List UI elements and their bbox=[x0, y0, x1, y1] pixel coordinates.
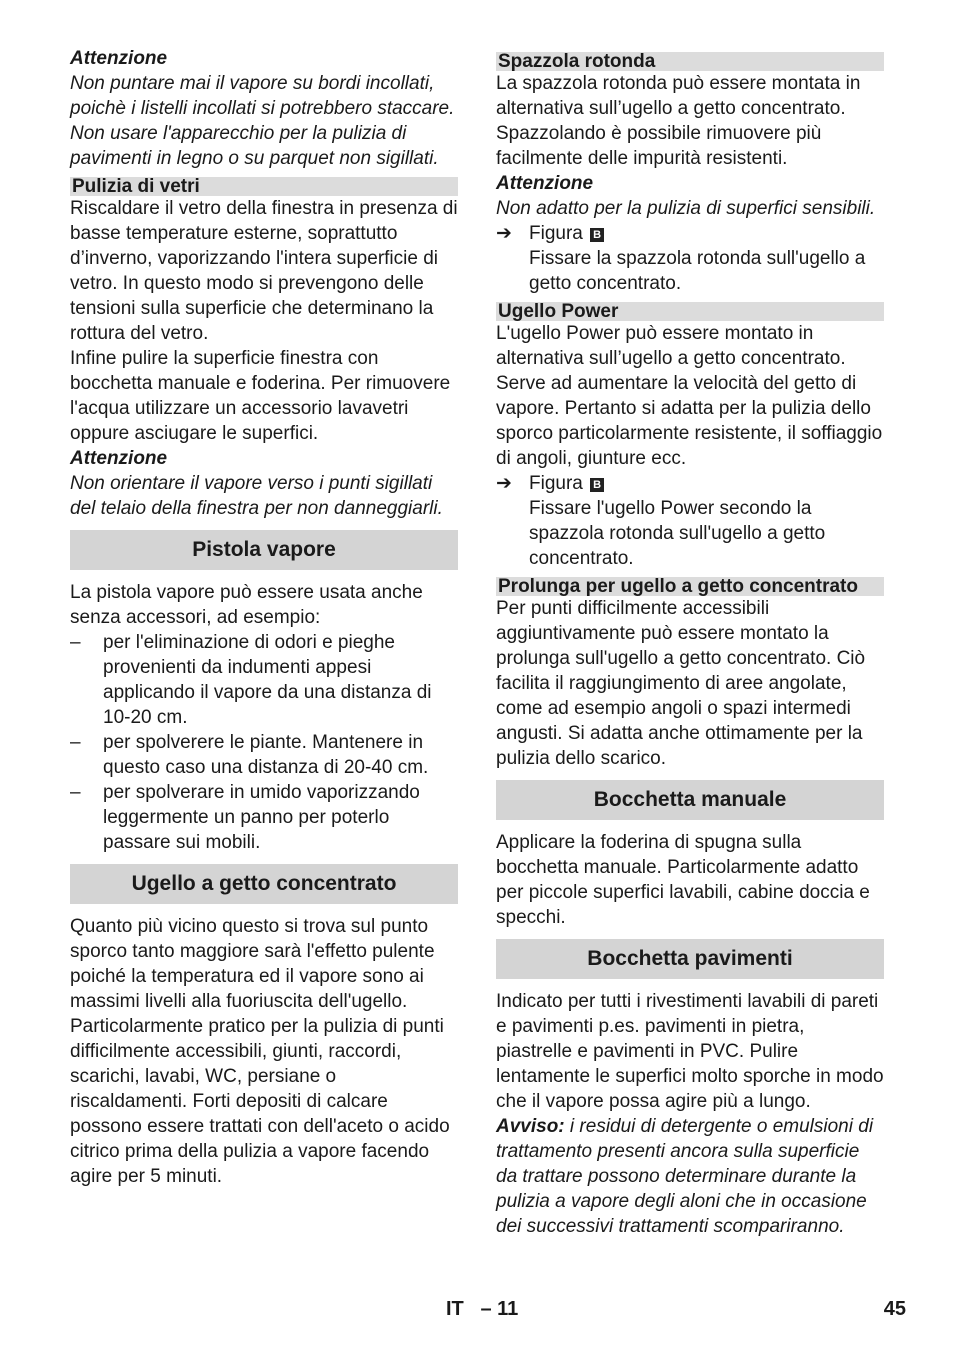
section-heading-steam-gun: Pistola vapore bbox=[70, 530, 458, 570]
paragraph: Per punti difficilmente accessibili aggiuntivamente può essere montato la prolunga sull'ugello a getto concentrato. Ciò facilita il raggiungimento di aree angolate, come ad esempio angoli o spazi intermedi angusti. Si adatta anche ottimamente per la pulizia dello scarico. bbox=[496, 598, 866, 769]
paragraph: Riscaldare il vetro della finestra in presenza di basse temperature esterne, soprattutto d’inverno, vaporizzando l'intera superficie di vetro. In questo modo si prevengono delle tensioni sulla superficie che determinano la rottura del vetro. bbox=[70, 198, 458, 344]
paragraph: Infine pulire la superficie finestra con bocchetta manuale e foderina. Per rimuovere l'acqua utilizzare un accessorio lavavetri oppure asciugare le superfici. bbox=[70, 348, 451, 444]
notice-label: Avviso: bbox=[496, 1116, 565, 1137]
subheading-brush: Spazzola rotonda bbox=[496, 52, 884, 71]
list-item: – per spolverere le piante. Mantenere in questo caso una distanza di 20-40 cm. bbox=[70, 730, 458, 780]
paragraph: Applicare la foderina di spugna sulla bocchetta manuale. Particolarmente adatto per piccole superfici lavabili, cabine doccia e specchi. bbox=[496, 832, 870, 928]
attention-label: Attenzione bbox=[70, 48, 168, 69]
paragraph: Quanto più vicino questo si trova sul punto sporco tanto maggiore sarà l'effetto pulente poiché la temperatura ed il vapore sono ai massimi livelli alla fuoriuscita dell'ugello. Particolarmente pratico per la pulizia di punti difficilmente accessibili, giunti, raccordi, scarichi, lavabi, WC, persiane o riscaldamenti. Forti depositi di calcare possono essere trattati con dell'aceto o acido citrico prima della pulizia a vapore facendo agire per 5 minuti. bbox=[70, 916, 450, 1187]
subheading-extension: Prolunga per ugello a getto concentrato bbox=[496, 577, 884, 596]
figure-reference bbox=[496, 221, 884, 246]
paragraph: La spazzola rotonda può essere montata in alternativa sull’ugello a getto concentrato. Spazzolando è possibile rimuovere più facilmente delle impurità resistenti. bbox=[496, 73, 861, 169]
arrow-right-icon: ➔ bbox=[496, 223, 512, 244]
attention-text: Non adatto per la pulizia di superfici sensibili. bbox=[496, 198, 876, 219]
paragraph: Indicato per tutti i rivestimenti lavabili di pareti e pavimenti p.es. pavimenti in pietra, piastrelle e pavimenti in PVC. Pulire lentamente le superfici molto sporche in modo che il vapore possa agire più a lungo. bbox=[496, 991, 884, 1112]
attention-text: Non puntare mai il vapore su bordi incollati, poichè i listelli incollati si potrebbero staccare. Non usare l'apparecchio per la pulizia di pavimenti in legno o su parquet non sigillati. bbox=[70, 73, 455, 169]
figure-letter-badge: B bbox=[590, 478, 604, 492]
section-heading-floor-nozzle: Bocchetta pavimenti bbox=[496, 939, 884, 979]
attention-label: Attenzione bbox=[70, 448, 168, 469]
section-heading-hand-nozzle: Bocchetta manuale bbox=[496, 780, 884, 820]
figure-label: Figura bbox=[529, 223, 583, 244]
subheading-glass: Pulizia di vetri bbox=[70, 177, 458, 196]
paragraph: La pistola vapore può essere usata anche senza accessori, ad esempio: bbox=[70, 582, 423, 628]
paragraph: L'ugello Power può essere montato in alternativa sull’ugello a getto concentrato. bbox=[496, 323, 846, 369]
attention-label: Attenzione bbox=[496, 173, 594, 194]
page-footer bbox=[0, 1297, 954, 1323]
step-text: Fissare la spazzola rotonda sull'ugello a getto concentrato. bbox=[529, 248, 866, 294]
page-number: 45 bbox=[883, 1298, 906, 1320]
paragraph: Serve ad aumentare la velocità del getto di vapore. Pertanto si adatta per la pulizia dello sporco particolarmente resistente, il soffiaggio di angoli, giunture ecc. bbox=[496, 373, 883, 469]
notice-text: i residui di detergente o emulsioni di trattamento presenti ancora sulla superficie da trattare possono determinare durante la pulizia a vapore degli aloni che in occasione dei successivi trattamenti scompariranno. bbox=[496, 1116, 874, 1237]
section-heading-nozzle: Ugello a getto concentrato bbox=[70, 864, 458, 904]
notice-paragraph bbox=[496, 1114, 884, 1239]
attention-text: Non orientare il vapore verso i punti sigillati del telaio della finestra per non danneggiarli. bbox=[70, 473, 443, 519]
step-text: Fissare l'ugello Power secondo la spazzola rotonda sull'ugello a getto concentrato. bbox=[529, 498, 826, 569]
figure-reference bbox=[496, 471, 884, 496]
list-item: – per l'eliminazione di odori e pieghe provenienti da indumenti appesi applicando il vapore da una distanza di 10-20 cm. bbox=[70, 630, 458, 730]
subheading-power: Ugello Power bbox=[496, 302, 884, 321]
language-page-label: IT – 11 bbox=[446, 1298, 519, 1320]
figure-label: Figura bbox=[529, 473, 583, 494]
list-item: – per spolverare in umido vaporizzando leggermente un panno per poterlo passare sui mobili. bbox=[70, 780, 458, 855]
arrow-right-icon: ➔ bbox=[496, 473, 512, 494]
bullet-list bbox=[70, 630, 458, 855]
figure-letter-badge: B bbox=[590, 228, 604, 242]
right-column bbox=[496, 46, 884, 1239]
left-column bbox=[70, 46, 458, 1189]
